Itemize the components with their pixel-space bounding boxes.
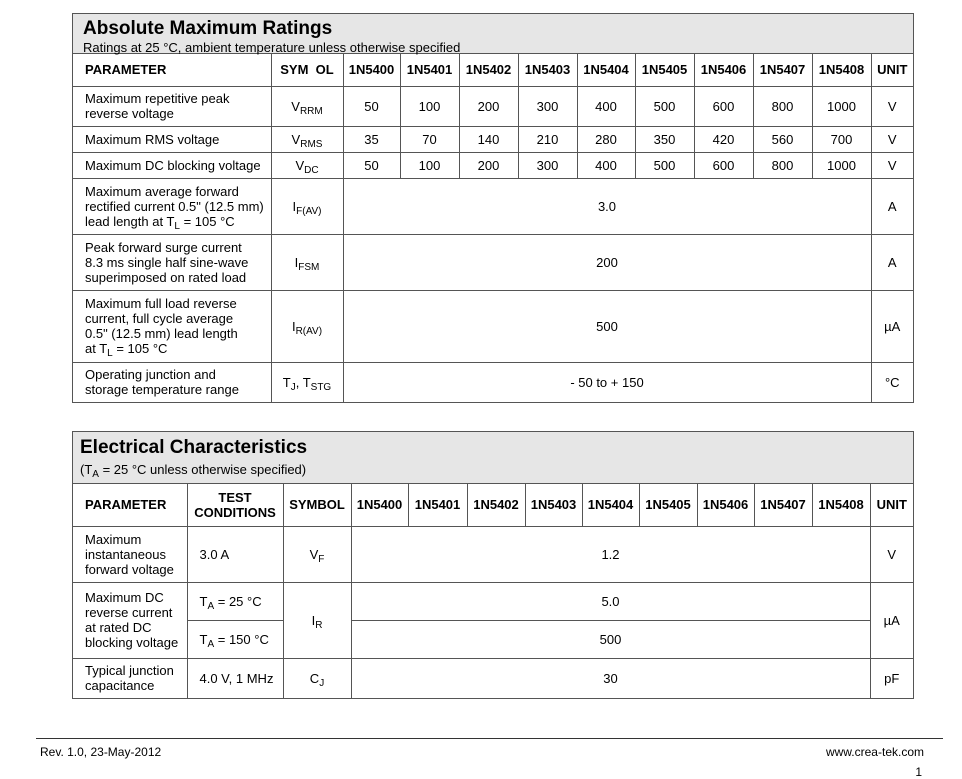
amr-row-vrrm xyxy=(73,86,913,126)
amr-col-part: 1N5402 xyxy=(459,54,518,86)
ec-row-ir-150 xyxy=(73,620,913,658)
symbol-cell: $I_{F(AV)}$ xyxy=(271,178,343,234)
website-link[interactable]: www.crea-tek.com xyxy=(825,745,924,759)
condition-cell: 3.0 A xyxy=(187,526,283,582)
unit-cell: µA xyxy=(871,290,913,362)
amr-row-ifsm xyxy=(73,234,913,290)
value-cell: 100 xyxy=(400,86,459,126)
ec-col-test-conditions: TEST CONDITIONS xyxy=(187,484,283,526)
param-cell: Maximum DC blocking voltage xyxy=(73,152,271,178)
symbol-cell: $V_{RMS}$ xyxy=(271,126,343,152)
ec-col-unit: UNIT xyxy=(870,484,913,526)
unit-cell: pF xyxy=(870,658,913,698)
value-cell: 200 xyxy=(459,86,518,126)
value-cell: 70 xyxy=(400,126,459,152)
unit-cell: µA xyxy=(870,582,913,658)
value-cell: 300 xyxy=(518,86,577,126)
amr-row-vrms xyxy=(73,126,913,152)
amr-row-irav xyxy=(73,290,913,362)
ec-col-part: 1N5407 xyxy=(754,484,812,526)
value-cell: 100 xyxy=(400,152,459,178)
value-cell: 200 xyxy=(459,152,518,178)
unit-cell: V xyxy=(871,152,913,178)
value-cell: 280 xyxy=(577,126,635,152)
value-cell: 300 xyxy=(518,152,577,178)
symbol-cell: $V_{DC}$ xyxy=(271,152,343,178)
value-cell: 50 xyxy=(343,86,400,126)
ec-row-cj xyxy=(73,658,913,698)
amr-subtitle: Ratings at 25 °C, ambient temperature unless otherwise specified xyxy=(83,40,461,55)
amr-col-part: 1N5400 xyxy=(343,54,400,86)
ec-col-part: 1N5400 xyxy=(351,484,408,526)
symbol-cell: $I_{FSM}$ xyxy=(271,234,343,290)
value-cell: 400 xyxy=(577,152,635,178)
param-cell: Maximum average forward rectified current 0.5" (12.5 mm) lead length at $T_L = 105$ °C xyxy=(73,178,271,234)
symbol-cell: $V_{RRM}$ xyxy=(271,86,343,126)
value-cell: 500 xyxy=(635,152,694,178)
revision-text: Rev. 1.0, 23-May-2012 xyxy=(40,745,162,759)
amr-col-part: 1N5406 xyxy=(694,54,753,86)
ec-col-part: 1N5406 xyxy=(697,484,754,526)
value-cell: 50 xyxy=(343,152,400,178)
value-cell: 420 xyxy=(694,126,753,152)
condition-cell: $T_A = 25$ °C xyxy=(187,582,283,620)
param-cell: Maximum instantaneous forward voltage xyxy=(73,526,187,582)
footer-divider xyxy=(36,738,943,739)
param-cell: Maximum full load reverse current, full cycle average 0.5" (12.5 mm) lead length at $T_L = 105$ °C xyxy=(73,290,271,362)
param-cell: Typical junction capacitance xyxy=(73,658,187,698)
amr-header xyxy=(73,14,913,54)
unit-cell: A xyxy=(871,178,913,234)
symbol-cell: $I_R$ xyxy=(283,582,351,658)
amr-col-unit: UNIT xyxy=(871,54,913,86)
value-cell: 800 xyxy=(753,86,812,126)
value-cell: 30 xyxy=(351,658,870,698)
ec-col-symbol: SYMBOL xyxy=(283,484,351,526)
amr-col-part: 1N5401 xyxy=(400,54,459,86)
amr-table xyxy=(73,54,913,402)
ec-col-part: 1N5402 xyxy=(467,484,525,526)
ec-row-ir-25 xyxy=(73,582,913,620)
amr-title: Absolute Maximum Ratings xyxy=(83,18,333,39)
value-cell: 210 xyxy=(518,126,577,152)
unit-cell: V xyxy=(871,126,913,152)
ec-col-part: 1N5404 xyxy=(582,484,639,526)
amr-col-parameter: PARAMETER xyxy=(73,54,271,86)
unit-cell: °C xyxy=(871,362,913,402)
value-cell: 1000 xyxy=(812,152,871,178)
param-cell: Peak forward surge current 8.3 ms single half sine-wave superimposed on rated load xyxy=(73,234,271,290)
value-cell: 1.2 xyxy=(351,526,870,582)
absolute-maximum-ratings-section xyxy=(72,13,914,403)
ec-header xyxy=(73,432,913,484)
value-cell: 500 xyxy=(351,620,870,658)
symbol-cell: $T_J$, $T_{STG}$ xyxy=(271,362,343,402)
param-cell: Maximum repetitive peak reverse voltage xyxy=(73,86,271,126)
value-cell: 200 xyxy=(343,234,871,290)
value-cell: 600 xyxy=(694,152,753,178)
value-cell: 560 xyxy=(753,126,812,152)
param-cell: Maximum RMS voltage xyxy=(73,126,271,152)
value-cell: - 50 to + 150 xyxy=(343,362,871,402)
param-cell: Maximum DC reverse current at rated DC blocking voltage xyxy=(73,582,187,658)
ec-col-part: 1N5403 xyxy=(525,484,582,526)
value-cell: 500 xyxy=(343,290,871,362)
unit-cell: V xyxy=(871,86,913,126)
ec-col-part: 1N5405 xyxy=(639,484,697,526)
symbol-cell: $V_F$ xyxy=(283,526,351,582)
amr-col-symbol: SYM OL xyxy=(271,54,343,86)
ec-row-vf xyxy=(73,526,913,582)
value-cell: 700 xyxy=(812,126,871,152)
amr-col-part: 1N5403 xyxy=(518,54,577,86)
param-cell: Operating junction and storage temperature range xyxy=(73,362,271,402)
value-cell: 350 xyxy=(635,126,694,152)
electrical-characteristics-section xyxy=(72,431,914,699)
amr-col-part: 1N5408 xyxy=(812,54,871,86)
amr-row-temperature xyxy=(73,362,913,402)
value-cell: 600 xyxy=(694,86,753,126)
amr-row-vdc xyxy=(73,152,913,178)
value-cell: 1000 xyxy=(812,86,871,126)
ec-col-part: 1N5408 xyxy=(812,484,870,526)
amr-col-part: 1N5404 xyxy=(577,54,635,86)
amr-col-part: 1N5405 xyxy=(635,54,694,86)
amr-col-part: 1N5407 xyxy=(753,54,812,86)
symbol-cell: $I_{R(AV)}$ xyxy=(271,290,343,362)
value-cell: 5.0 xyxy=(351,582,870,620)
value-cell: 800 xyxy=(753,152,812,178)
condition-cell: $T_A = 150$ °C xyxy=(187,620,283,658)
page-number: 1 xyxy=(915,765,922,779)
value-cell: 400 xyxy=(577,86,635,126)
symbol-cell: $C_J$ xyxy=(283,658,351,698)
value-cell: 3.0 xyxy=(343,178,871,234)
ec-table xyxy=(73,484,913,698)
value-cell: 35 xyxy=(343,126,400,152)
ec-subtitle: ($T_A = 25$ °C unless otherwise specified) xyxy=(80,462,307,480)
value-cell: 500 xyxy=(635,86,694,126)
ec-col-part: 1N5401 xyxy=(408,484,467,526)
value-cell: 140 xyxy=(459,126,518,152)
ec-title: Electrical Characteristics xyxy=(80,437,308,458)
ec-col-parameter: PARAMETER xyxy=(73,484,187,526)
unit-cell: V xyxy=(870,526,913,582)
ec-header-row xyxy=(73,484,913,526)
unit-cell: A xyxy=(871,234,913,290)
amr-row-ifav xyxy=(73,178,913,234)
amr-header-row xyxy=(73,54,913,86)
condition-cell: 4.0 V, 1 MHz xyxy=(187,658,283,698)
